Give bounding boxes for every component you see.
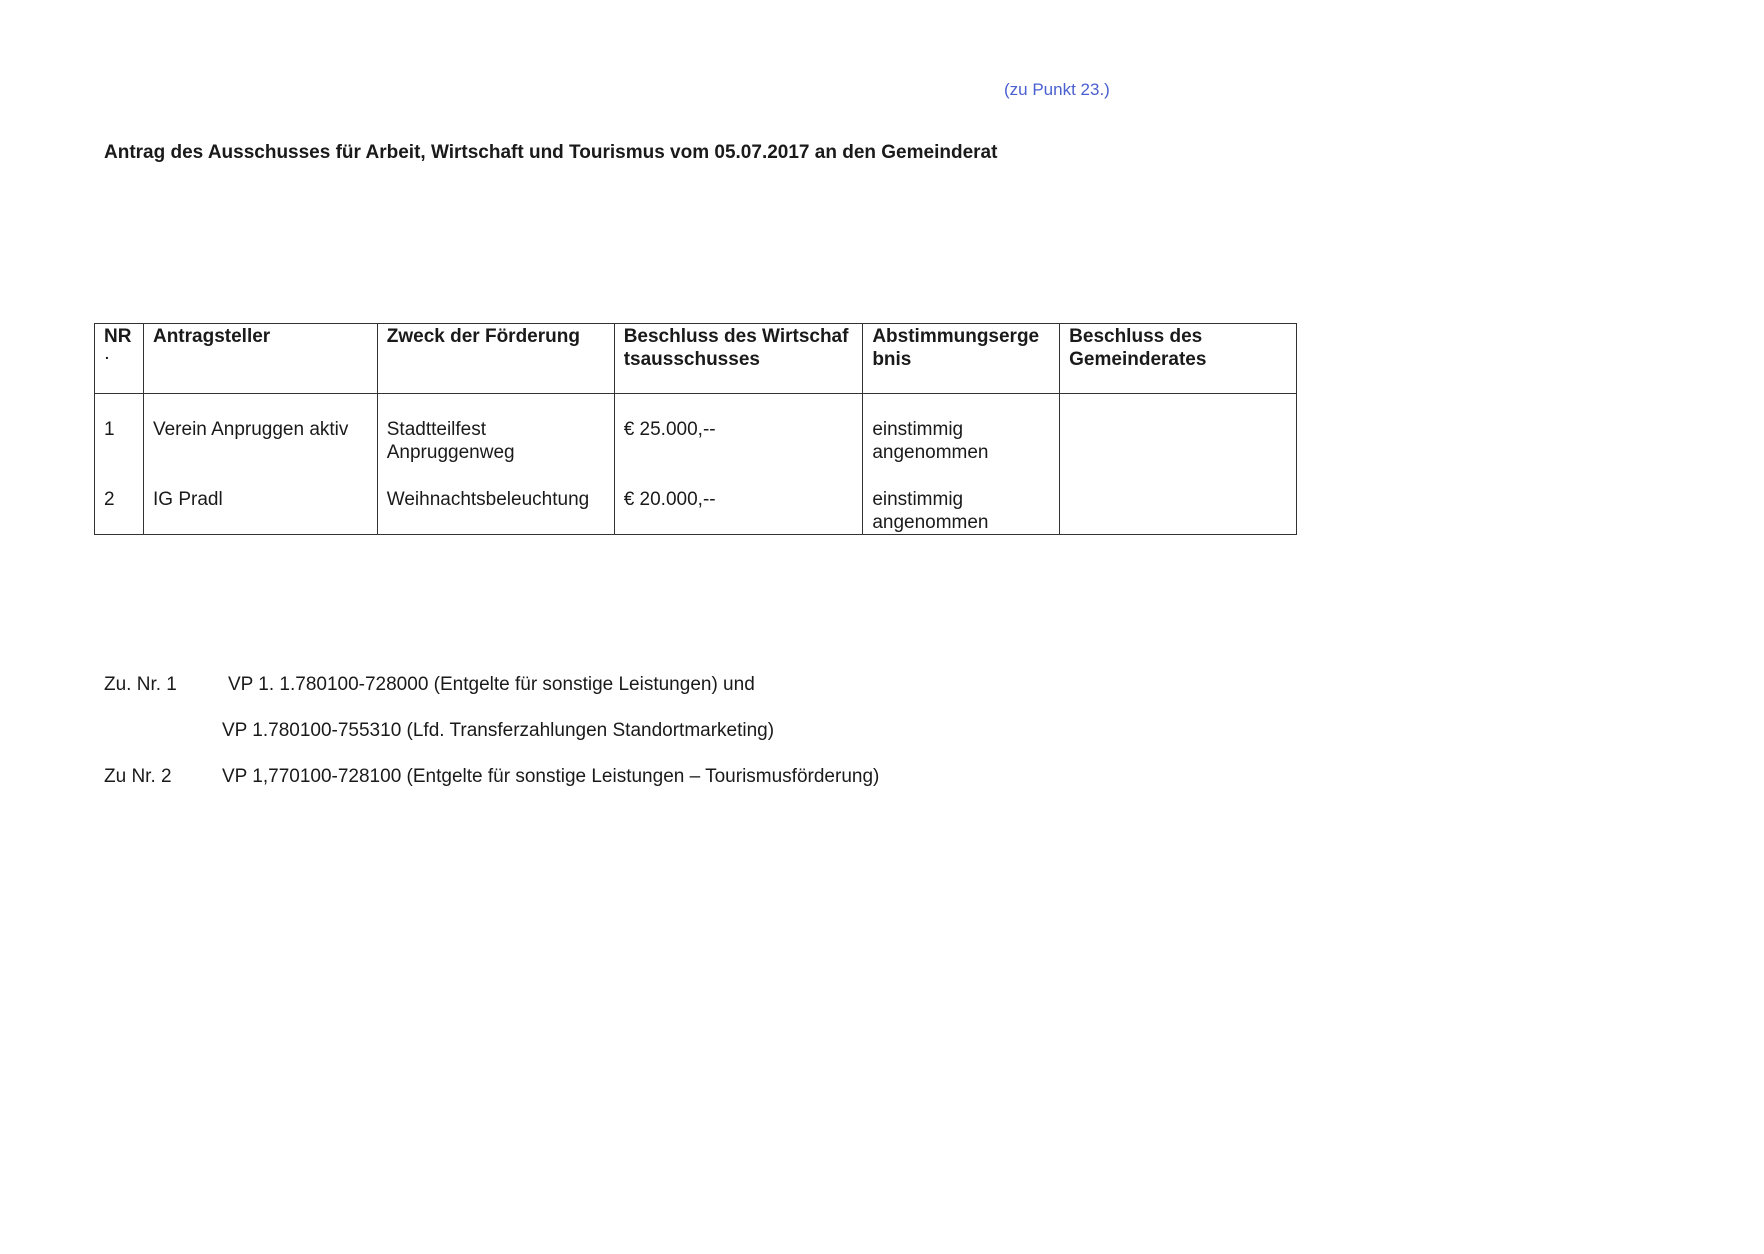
reference-label: (zu Punkt 23.) [1004,80,1110,99]
abstimmung-line-1: einstimmig [872,419,964,440]
cell-zweck [377,464,614,535]
column-header-beschluss-wirtschaftsausschuss [614,324,863,394]
zweck-line-2: Anpruggenweg [386,442,515,463]
column-header-beschluss-gemeinderat [1060,324,1297,394]
table-row [95,464,1297,535]
document-title: Antrag des Ausschusses für Arbeit, Wirtschaft und Tourismus vom 05.07.2017 an den Gemeinderat [104,142,998,163]
cell-gemeinderat [1060,394,1297,465]
abstimmung-header-text: Abstimmungsergebnis [872,326,1040,370]
cell-gemeinderat [1060,464,1297,535]
abstimmung-line-1: einstimmig [872,489,964,510]
abstimmung-line-2: angenommen [872,442,989,463]
gemeinderat-header-text: Beschluss des Gemeinderates [1069,326,1207,370]
note-text-3: VP 1,770100-728100 (Entgelte für sonstige Leistungen – Tourismusförderung) [222,766,880,787]
table-header-row [95,324,1297,394]
note-text-1: VP 1. 1.780100-728000 (Entgelte für sonstige Leistungen) und [228,674,755,695]
cell-beschluss: € 25.000,-- [614,394,863,465]
abstimmung-line-2: angenommen [872,512,989,533]
column-header-zweck: Zweck der Förderung [377,324,614,394]
note-label-1: Zu. Nr. 1 [104,674,177,695]
cell-beschluss: € 20.000,-- [614,464,863,535]
column-header-abstimmungsergebnis [863,324,1060,394]
note-text-2: VP 1.780100-755310 (Lfd. Transferzahlungen Standortmarketing) [222,720,775,741]
cell-zweck [377,394,614,465]
cell-abstimmung [863,464,1060,535]
zweck-line-1: Weihnachtsbeleuchtung [386,489,590,510]
table-row [95,394,1297,465]
cell-abstimmung [863,394,1060,465]
cell-nr: 1 [95,394,144,465]
note-label-3: Zu Nr. 2 [104,766,172,787]
zweck-line-1: Stadtteilfest [386,419,487,440]
column-header-nr: NR . [95,324,144,394]
cell-antragsteller: Verein Anpruggen aktiv [143,394,377,465]
cell-antragsteller: IG Pradl [143,464,377,535]
column-header-antragsteller: Antragsteller [143,324,377,394]
funding-table [94,323,1297,535]
cell-nr: 2 [95,464,144,535]
beschluss-header-text: Beschluss des Wirtschaftsausschusses [623,326,849,370]
